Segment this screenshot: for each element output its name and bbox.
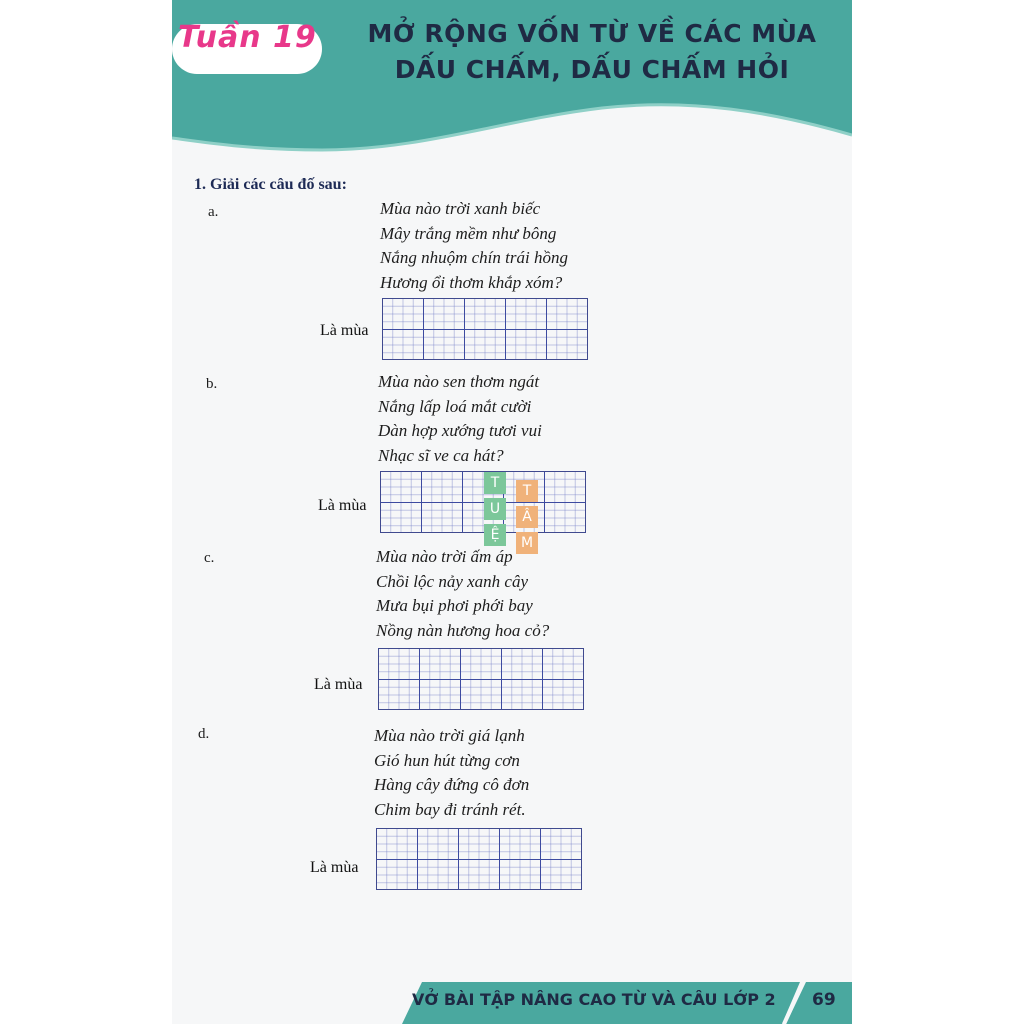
answer-grid[interactable] — [382, 298, 588, 360]
riddle-label: b. — [206, 376, 218, 392]
riddle-label: d. — [198, 726, 210, 742]
watermark-letter: Ệ — [484, 524, 506, 546]
verse-line: Hương ổi thơm khắp xóm? — [380, 272, 563, 292]
verse-line: Dàn hợp xướng tươi vui — [378, 421, 542, 440]
workbook-page — [172, 0, 852, 1024]
watermark-letter: T — [484, 472, 506, 494]
exercise-title: 1. Giải các câu đố sau: — [194, 176, 347, 193]
verse-line: Mùa nào trời giá lạnh — [374, 726, 525, 745]
answer-grid[interactable] — [378, 648, 584, 710]
riddle-verse — [378, 370, 542, 468]
verse-line: Nắng nhuộm chín trái hồng — [380, 248, 568, 267]
answer-label: Là mùa — [320, 322, 369, 339]
riddle-verse — [374, 724, 529, 822]
verse-line: Chim bay đi tránh rét. — [374, 799, 526, 819]
page-title — [362, 16, 822, 88]
footer-book-title: VỞ BÀI TẬP NÂNG CAO TỪ VÀ CÂU LỚP 2 — [412, 990, 776, 1009]
title-line-2: DẤU CHẤM, DẤU CHẤM HỎI — [394, 55, 790, 84]
verse-line: Mây trắng mềm như bông — [380, 223, 557, 243]
verse-line: Mùa nào sen thơm ngát — [378, 372, 540, 391]
answer-grid[interactable] — [380, 471, 586, 533]
week-badge: Tuần 19 — [178, 20, 317, 55]
title-line-1: MỞ RỘNG VỐN TỪ VỀ CÁC MÙA — [367, 19, 817, 48]
riddle-label: a. — [208, 204, 219, 220]
verse-line: Mùa nào trời ấm áp — [376, 547, 513, 566]
page-number: 69 — [812, 990, 836, 1010]
answer-label: Là mùa — [318, 497, 367, 514]
watermark-letter: T — [516, 480, 538, 502]
verse-line: Mưa bụi phơi phới bay — [376, 596, 533, 615]
verse-line: Chồi lộc nảy xanh cây — [376, 571, 529, 591]
watermark-logo — [484, 472, 540, 552]
answer-grid[interactable] — [376, 828, 582, 890]
verse-line: Mùa nào trời xanh biếc — [380, 199, 541, 218]
watermark-letter: M — [516, 532, 538, 554]
verse-line: Nắng lấp loá mắt cười — [378, 396, 532, 416]
verse-line: Hàng cây đứng cô đơn — [374, 775, 530, 794]
riddle-label: c. — [204, 550, 215, 566]
verse-line: Nhạc sĩ ve ca hát? — [378, 445, 504, 465]
watermark-letter: U — [484, 498, 506, 520]
watermark-letter: Â — [516, 506, 538, 528]
verse-line: Gió hun hút từng cơn — [374, 750, 520, 770]
verse-line: Nồng nàn hương hoa cỏ? — [376, 620, 550, 640]
answer-label: Là mùa — [310, 859, 359, 876]
answer-label: Là mùa — [314, 676, 363, 693]
riddle-verse — [380, 197, 568, 295]
riddle-verse — [376, 545, 549, 643]
